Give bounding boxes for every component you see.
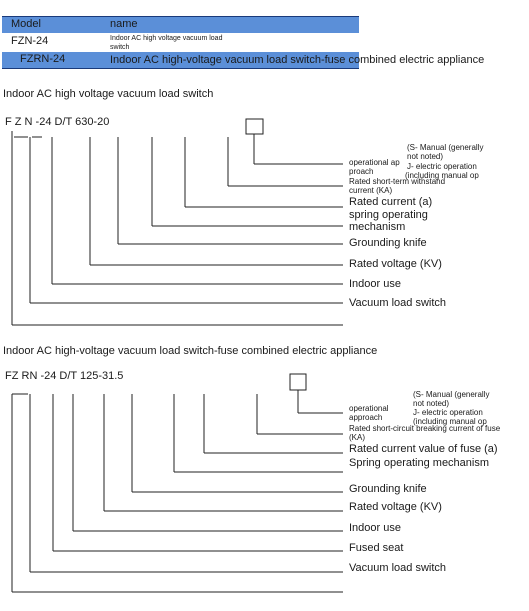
s1-spring1: spring operating — [349, 209, 428, 221]
s1-op-approach2: proach — [349, 167, 374, 176]
section2-model-code: FZ RN -24 D/T 125-31.5 — [5, 370, 124, 382]
section1-title: Indoor AC high voltage vacuum load switch — [3, 88, 214, 100]
s2-note-electric2: (including manual op — [413, 417, 487, 426]
s2-indoor: Indoor use — [349, 522, 401, 534]
s1-vacuum: Vacuum load switch — [349, 297, 447, 309]
s2-grounding: Grounding knife — [349, 483, 427, 495]
s2-vacuum: Vacuum load switch — [349, 562, 447, 574]
s1-spring2: mechanism — [349, 221, 406, 233]
s2-op-approach2: approach — [349, 413, 383, 422]
row2-name: Indoor AC high-voltage vacuum load switch-fuse combined electric appliance — [110, 54, 485, 66]
row1-name-line2: switch — [110, 44, 130, 51]
s1-note-manual2: not noted) — [407, 152, 444, 161]
section1-model-code: F Z N -24 D/T 630-20 — [5, 116, 110, 128]
s1-short-time2: current (KA) — [349, 186, 393, 195]
s2-op-approach1: operational — [349, 404, 389, 413]
s1-grounding: Grounding knife — [349, 237, 427, 249]
s2-note-manual2: not noted) — [413, 399, 450, 408]
s2-note-manual: (S- Manual (generally — [413, 390, 490, 399]
s1-indoor: Indoor use — [349, 278, 401, 290]
row1-name-line1: Indoor AC high voltage vacuum load — [110, 35, 223, 42]
s1-rated-current: Rated current (a) — [349, 196, 433, 208]
row2-model: FZRN-24 — [20, 53, 66, 65]
s1-note-electric: J- electric operation — [407, 162, 477, 171]
header-name: name — [110, 18, 138, 30]
s2-spring: Spring operating mechanism — [349, 457, 490, 469]
s1-note-electric2: (including manual op — [405, 171, 479, 180]
s1-short-time1: Rated short-term withstand — [349, 177, 446, 186]
s2-fuse-current: Rated current value of fuse (a) — [349, 443, 498, 455]
s1-op-approach1: operational ap — [349, 158, 400, 167]
s2-breaking2: (KA) — [349, 433, 365, 442]
row1-model: FZN-24 — [11, 35, 49, 47]
s2-fused-seat: Fused seat — [349, 542, 404, 554]
s1-note-manual: (S- Manual (generally — [407, 143, 484, 152]
s2-breaking1: Rated short-circuit breaking current of fuse — [349, 424, 501, 433]
section2-option-box — [290, 374, 306, 390]
s1-rated-voltage: Rated voltage (KV) — [349, 258, 442, 270]
s2-rated-voltage: Rated voltage (KV) — [349, 501, 442, 513]
s2-note-electric: J- electric operation — [413, 408, 483, 417]
header-model: Model — [11, 18, 41, 30]
section2-title: Indoor AC high-voltage vacuum load switch-fuse combined electric appliance — [3, 345, 378, 357]
